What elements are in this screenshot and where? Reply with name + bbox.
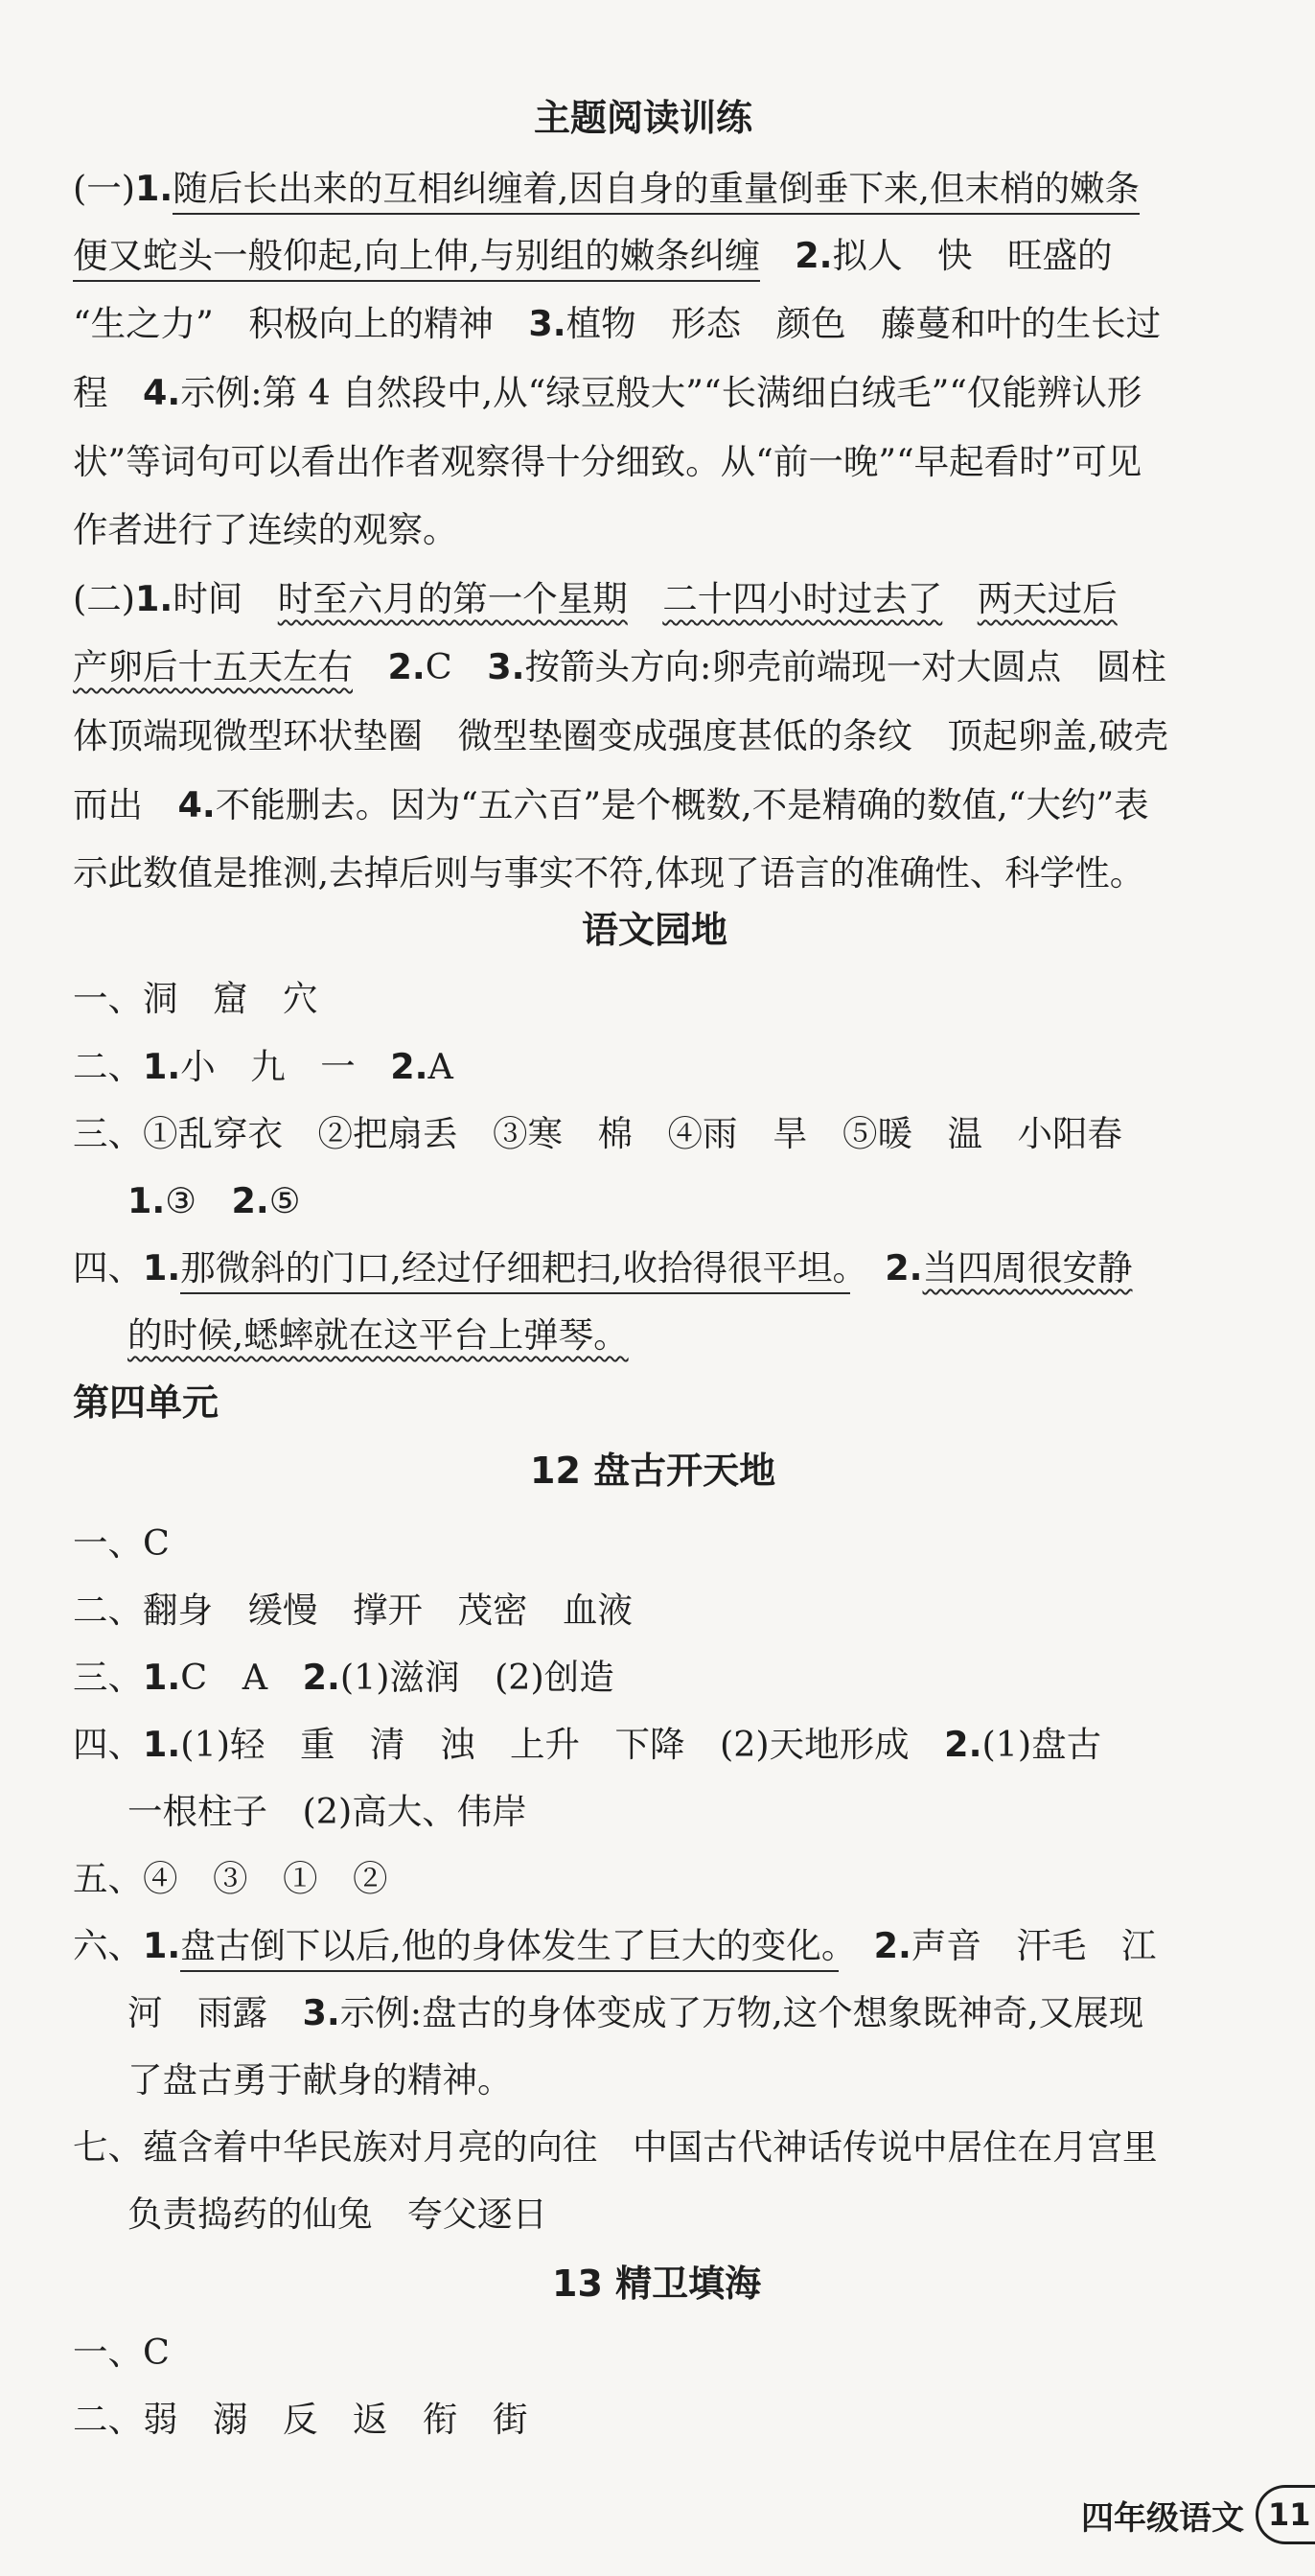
answer-line: 一、洞 窟 穴 bbox=[73, 978, 318, 1019]
answer-line: 二、翻身 缓慢 撑开 茂密 血液 bbox=[73, 1590, 633, 1631]
answer-line bbox=[73, 646, 1166, 688]
underlined-answer: 随后长出来的互相纠缠着,因自身的重量倒垂下来,但末梢的嫩条 bbox=[173, 168, 1140, 215]
underlined-answer: 便又蛇头一般仰起,向上伸,与别组的嫩条纠缠 bbox=[73, 235, 760, 282]
answer-line bbox=[73, 168, 1140, 210]
section-heading-reading-training: 主题阅读训练 bbox=[534, 97, 753, 139]
answer-text: “生之力” 积极向上的精神 bbox=[73, 303, 529, 344]
question-number: 2. bbox=[885, 1247, 923, 1288]
answer-text: 程 bbox=[73, 372, 143, 413]
underlined-answer: 盘古倒下以后,他的身体发生了巨大的变化。 bbox=[180, 1925, 839, 1972]
answer-text: 植物 形态 颜色 藤蔓和叶的生长过 bbox=[565, 303, 1162, 344]
wavy-underlined-answer: 两天过后 bbox=[977, 578, 1118, 619]
question-number: 1. bbox=[143, 1046, 181, 1087]
answer-line: 五、④ ③ ① ② bbox=[73, 1858, 388, 1899]
question-number: 2. bbox=[231, 1180, 269, 1221]
answer-line bbox=[73, 1925, 1156, 1967]
answer-text: ③ bbox=[165, 1180, 232, 1221]
lesson-heading-pangu: 12 盘古开天地 bbox=[530, 1450, 776, 1492]
answer-line: 体顶端现微型环状垫圈 微型垫圈变成强度甚低的条纹 顶起卵盖,破壳 bbox=[73, 715, 1169, 756]
answer-text: C bbox=[425, 646, 488, 687]
question-number: 2. bbox=[387, 646, 426, 687]
answer-line bbox=[73, 1046, 453, 1088]
answer-text: 三、 bbox=[73, 1657, 143, 1698]
answer-text: C A bbox=[180, 1657, 303, 1698]
wavy-underlined-answer: 的时候,蟋蟀就在这平台上弹琴。 bbox=[127, 1314, 629, 1356]
wavy-underlined-answer: 产卵后十五天左右 bbox=[73, 646, 353, 687]
answer-line bbox=[127, 1314, 629, 1357]
answer-line: 了盘古勇于献身的精神。 bbox=[127, 2059, 513, 2100]
answer-line bbox=[73, 303, 1161, 345]
answer-line bbox=[127, 1992, 1143, 2034]
answer-text: ⑤ bbox=[268, 1180, 301, 1221]
answer-text: 示例:第 4 自然段中,从“绿豆般大”“长满细白绒毛”“仅能辨认形 bbox=[180, 372, 1142, 413]
question-number: 1. bbox=[143, 1657, 181, 1698]
answer-line: 作者进行了连续的观察。 bbox=[73, 509, 458, 550]
question-number: 1. bbox=[143, 1724, 181, 1765]
answer-line bbox=[73, 1247, 1133, 1289]
answer-line bbox=[73, 784, 1149, 826]
answer-line bbox=[73, 1724, 1101, 1766]
question-number: 2. bbox=[873, 1925, 911, 1966]
answer-text: 不能删去。因为“五六百”是个概数,不是精确的数值,“大约”表 bbox=[215, 784, 1149, 825]
page-number-badge: 11 bbox=[1256, 2485, 1315, 2544]
answer-line: 示此数值是推测,去掉后则与事实不符,体现了语言的准确性、科学性。 bbox=[73, 852, 1145, 893]
answer-line: 一、C bbox=[73, 2332, 170, 2373]
answer-line: 负责捣药的仙兔 夸父逐日 bbox=[127, 2193, 547, 2235]
grade-subject-label: 四年级语文 bbox=[1081, 2498, 1244, 2538]
answer-text: 示例:盘古的身体变成了万物,这个想象既神奇,又展现 bbox=[339, 1992, 1144, 2033]
question-number: 3. bbox=[528, 303, 566, 344]
question-number: 1. bbox=[143, 1925, 181, 1966]
question-number: 1. bbox=[143, 1247, 181, 1288]
question-number: 2. bbox=[390, 1046, 428, 1087]
answer-line: 一、C bbox=[73, 1522, 170, 1564]
answer-text: 声音 汗毛 江 bbox=[911, 1925, 1157, 1966]
wavy-underlined-answer: 时至六月的第一个星期 bbox=[277, 578, 628, 619]
answer-text: 四、 bbox=[73, 1247, 143, 1288]
question-number: 1. bbox=[127, 1180, 166, 1221]
page-footer bbox=[1081, 2485, 1315, 2544]
wavy-underlined-answer: 当四周很安静 bbox=[922, 1247, 1133, 1288]
question-number: 4. bbox=[143, 372, 181, 413]
answer-text: (一) bbox=[73, 168, 135, 209]
answer-text: A bbox=[427, 1046, 453, 1087]
answer-line bbox=[73, 235, 1112, 277]
answer-text: 六、 bbox=[73, 1925, 143, 1966]
answer-text: (1)盘古 bbox=[981, 1724, 1102, 1765]
answer-line bbox=[73, 1657, 614, 1699]
underlined-answer: 那微斜的门口,经过仔细耙扫,收拾得很平坦。 bbox=[180, 1247, 849, 1294]
answer-text: (1)滋润 (2)创造 bbox=[339, 1657, 614, 1698]
answer-text: 河 雨露 bbox=[127, 1992, 303, 2033]
answer-text: 按箭头方向:卵壳前端现一对大圆点 圆柱 bbox=[524, 646, 1166, 687]
answer-line bbox=[73, 372, 1142, 414]
answer-text: 小 九 一 bbox=[180, 1046, 391, 1087]
answer-text: 拟人 快 旺盛的 bbox=[832, 235, 1113, 276]
question-number: 4. bbox=[177, 784, 216, 825]
answer-line: 七、蕴含着中华民族对月亮的向往 中国古代神话传说中居住在月宫里 bbox=[73, 2126, 1158, 2168]
answer-line: 三、①乱穿衣 ②把扇丢 ③寒 棉 ④雨 旱 ⑤暖 温 小阳春 bbox=[73, 1113, 1122, 1154]
unit-heading: 第四单元 bbox=[73, 1381, 219, 1424]
answer-line bbox=[127, 1180, 301, 1222]
answer-line: 一根柱子 (2)高大、伟岸 bbox=[127, 1791, 527, 1832]
question-number: 3. bbox=[487, 646, 525, 687]
question-number: 1. bbox=[134, 578, 173, 619]
answer-line bbox=[73, 578, 1118, 620]
question-number: 1. bbox=[134, 168, 173, 209]
answer-text: (1)轻 重 清 浊 上升 下降 (2)天地形成 bbox=[180, 1724, 945, 1765]
answer-text: 时间 bbox=[173, 578, 278, 619]
wavy-underlined-answer: 二十四小时过去了 bbox=[662, 578, 943, 619]
answer-text: (二) bbox=[73, 578, 135, 619]
question-number: 2. bbox=[944, 1724, 982, 1765]
question-number: 2. bbox=[302, 1657, 340, 1698]
lesson-heading-jingwei: 13 精卫填海 bbox=[552, 2263, 762, 2305]
answer-text: 四、 bbox=[73, 1724, 143, 1765]
answer-text: 而出 bbox=[73, 784, 178, 825]
question-number: 3. bbox=[302, 1992, 340, 2033]
section-heading-chinese-garden: 语文园地 bbox=[582, 909, 728, 951]
answer-line: 状”等词句可以看出作者观察得十分细致。从“前一晚”“早起看时”可见 bbox=[73, 441, 1142, 482]
question-number: 2. bbox=[795, 235, 833, 276]
answer-text: 二、 bbox=[73, 1046, 143, 1087]
answer-line: 二、弱 溺 反 返 衔 街 bbox=[73, 2399, 528, 2440]
